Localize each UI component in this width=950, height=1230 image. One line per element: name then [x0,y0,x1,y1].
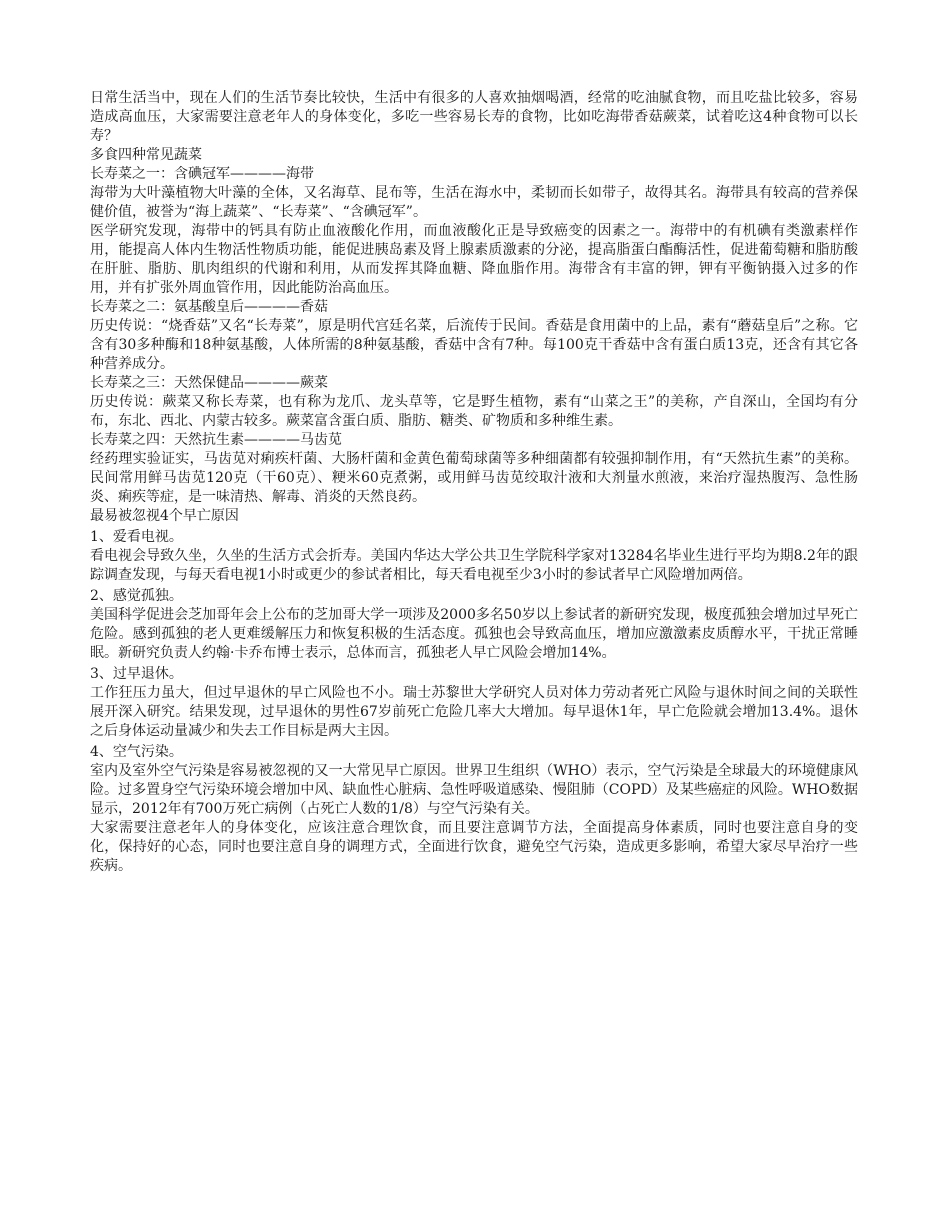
article-body [90,89,858,876]
reason3-paragraph: 工作狂压力虽大，但过早退休的早亡风险也不小。瑞士苏黎世大学研究人员对体力劳动者死亡风险与退休时间之间的关联性展开深入研究。结果发现，过早退休的男性67岁前死亡危险几率大大增加。每早退休1年，早亡危险就会增加13.4%。退休之后身体运动量减少和失去工作目标是两大主因。 [90,685,858,739]
reason1-paragraph: 看电视会导致久坐，久坐的生活方式会折寿。美国内华达大学公共卫生学院科学家对13284名毕业生进行平均为期8.2年的跟踪调查发现，与每天看电视1小时或更少的参试者相比，每天看电视至少3小时的参试者早亡风险增加两倍。 [90,548,858,583]
veg3-paragraph: 历史传说：蕨菜又称长寿菜，也有称为龙爪、龙头草等，它是野生植物，素有“山菜之王”的美称，产自深山，全国均有分布，东北、西北、内蒙古较多。蕨菜富含蛋白质、脂肪、糖类、矿物质和多种维生素。 [90,394,858,429]
section-title-vegetables: 多食四种常见蔬菜 [90,147,202,163]
reason3-heading: 3、过早退休。 [90,666,183,682]
veg1-paragraph-1: 海带为大叶藻植物大叶藻的全体，又名海草、昆布等，生活在海水中，柔韧而长如带子，故得其名。海带具有较高的营养保健价值，被誉为“海上蔬菜”、“长寿菜”、“含碘冠军”。 [90,185,858,220]
reason4-paragraph: 室内及室外空气污染是容易被忽视的又一大常见早亡原因。世界卫生组织（WHO）表示，空气污染是全球最大的环境健康风险。过多置身空气污染环境会增加中风、缺血性心脏病、急性呼吸道感染、慢阻肺（COPD）及某些癌症的风险。WHO数据显示，2012年有700万死亡病例（占死亡人数的1/8）与空气污染有关。 [90,763,858,817]
veg2-paragraph: 历史传说：“烧香菇”又名“长寿菜”，原是明代宫廷名菜，后流传于民间。香菇是食用菌中的上品，素有“蘑菇皇后”之称。它含有30多种酶和18种氨基酸，人体所需的8种氨基酸，香菇中含有7种。每100克干香菇中含有蛋白质13克，还含有其它各种营养成分。 [90,318,858,372]
veg1-paragraph-2: 医学研究发现，海带中的钙具有防止血液酸化作用，而血液酸化正是导致癌变的因素之一。海带中的有机碘有类激素样作用，能提高人体内生物活性物质功能，能促进胰岛素及肾上腺素质激素的分泌，提高脂蛋白酯酶活性，促进葡萄糖和脂肪酸在肝脏、脂肪、肌肉组织的代谢和利用，从而发挥其降血糖、降血脂作用。海带含有丰富的钾，钾有平衡钠摄入过多的作用，并有扩张外周血管作用，因此能防治高血压。 [90,223,858,296]
section-title-reasons: 最易被忽视4个早亡原因 [90,508,239,524]
reason2-heading: 2、感觉孤独。 [90,588,183,604]
reason1-heading: 1、爱看电视。 [90,529,183,545]
intro-paragraph: 日常生活当中，现在人们的生活节奏比较快，生活中有很多的人喜欢抽烟喝酒，经常的吃油腻食物，而且吃盐比较多，容易造成高血压，大家需要注意老年人的身体变化，多吃一些容易长寿的食物，比如吃海带香菇蕨菜，试着吃这4种食物可以长寿？ [90,90,858,144]
reason2-paragraph: 美国科学促进会芝加哥年会上公布的芝加哥大学一项涉及2000多名50岁以上参试者的新研究发现，极度孤独会增加过早死亡危险。感到孤独的老人更难缓解压力和恢复积极的生活态度。孤独也会导致高血压，增加应激激素皮质醇水平，干扰正常睡眠。新研究负责人约翰·卡乔布博士表示，总体而言，孤独老人早亡风险会增加14%。 [90,607,858,661]
veg4-paragraph: 经药理实验证实，马齿苋对痢疾杆菌、大肠杆菌和金黄色葡萄球菌等多种细菌都有较强抑制作用，有“天然抗生素”的美称。民间常用鲜马齿苋120克（干60克）、粳米60克煮粥，或用鲜马齿苋绞取汁液和大剂量水煎液，来治疗湿热腹泻、急性肠炎、痢疾等症，是一味清热、解毒、消炎的天然良药。 [90,451,858,505]
reason4-heading: 4、空气污染。 [90,744,183,760]
veg3-heading: 长寿菜之三：天然保健品————蕨菜 [90,375,328,391]
conclusion-paragraph: 大家需要注意老年人的身体变化，应该注意合理饮食，而且要注意调节方法，全面提高身体素质，同时也要注意自身的变化，保持好的心态，同时也要注意自身的调理方式，全面进行饮食，避免空气污染，造成更多影响，希望大家尽早治疗一些疾病。 [90,820,858,874]
veg1-heading: 长寿菜之一：含碘冠军————海带 [90,166,314,182]
veg4-heading: 长寿菜之四：天然抗生素————马齿苋 [90,432,342,448]
veg2-heading: 长寿菜之二：氨基酸皇后————香菇 [90,299,328,315]
